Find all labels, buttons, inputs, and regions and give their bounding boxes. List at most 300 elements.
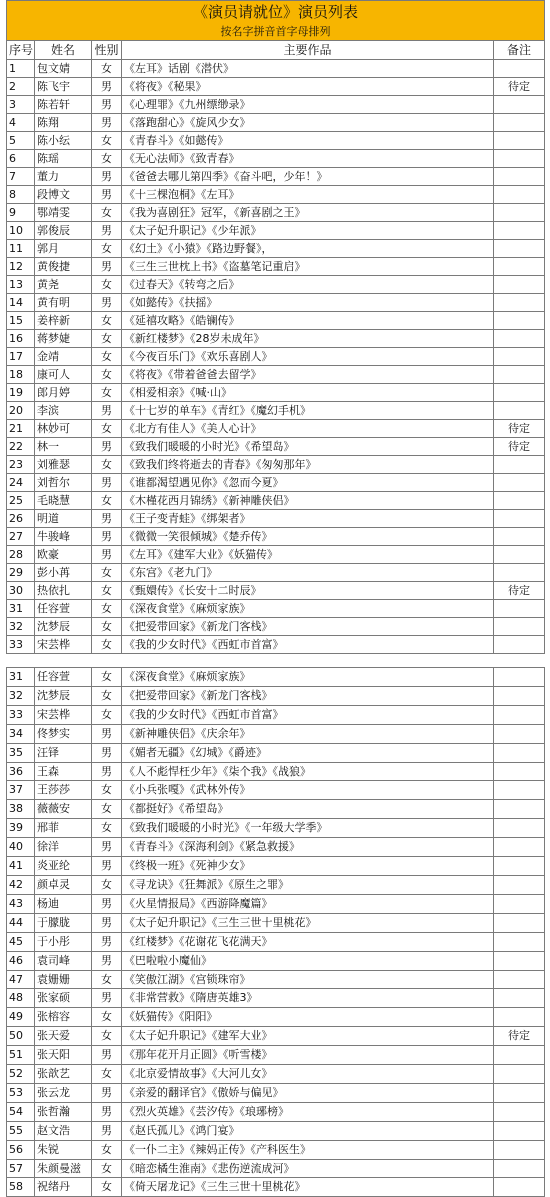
actor-name: 邢菲 — [35, 819, 92, 838]
actor-works: 《亲爱的翻译官》《傲娇与偏见》 — [122, 1083, 494, 1102]
actor-works: 《那年花开月正圆》《听雪楼》 — [122, 1046, 494, 1065]
section-gap — [6, 654, 544, 667]
actor-works: 《爸爸去哪儿第四季》《奋斗吧，少年！》 — [122, 168, 494, 186]
actor-name: 刘雅瑟 — [35, 456, 92, 474]
actor-note — [494, 838, 545, 857]
row-index: 11 — [7, 240, 35, 258]
actor-gender: 女 — [92, 800, 122, 819]
actor-note — [494, 258, 545, 276]
actor-name: 黄俊捷 — [35, 258, 92, 276]
actor-name: 彭小苒 — [35, 564, 92, 582]
actor-gender: 男 — [92, 222, 122, 240]
actor-works: 《一仆二主》《辣妈正传》《产科医生》 — [122, 1140, 494, 1159]
row-index: 55 — [7, 1121, 35, 1140]
actor-note — [494, 312, 545, 330]
row-index: 24 — [7, 474, 35, 492]
actor-gender: 男 — [92, 258, 122, 276]
actor-name: 宋芸桦 — [35, 705, 92, 724]
actor-note — [494, 222, 545, 240]
row-index: 9 — [7, 204, 35, 222]
table-row — [7, 932, 545, 951]
actor-works: 《致我们终将逝去的青春》《匆匆那年》 — [122, 456, 494, 474]
row-index: 39 — [7, 819, 35, 838]
actor-works: 《东宫》《老九门》 — [122, 564, 494, 582]
actor-works: 《谁都渴望遇见你》《忽而今夏》 — [122, 474, 494, 492]
row-index: 15 — [7, 312, 35, 330]
actor-gender: 男 — [92, 989, 122, 1008]
actor-works: 《青春斗》《深海利剑》《紧急救援》 — [122, 838, 494, 857]
actor-works: 《我的少女时代》《西虹市首富》 — [122, 636, 494, 654]
actor-works: 《甄嬛传》《长安十二时辰》 — [122, 582, 494, 600]
actor-note — [494, 546, 545, 564]
actor-note — [494, 474, 545, 492]
row-index: 51 — [7, 1046, 35, 1065]
actor-gender: 男 — [92, 510, 122, 528]
table-row — [7, 600, 545, 618]
actor-name: 佟梦实 — [35, 724, 92, 743]
table-row — [7, 204, 545, 222]
actor-gender: 女 — [92, 60, 122, 78]
actor-note — [494, 240, 545, 258]
actor-gender: 女 — [92, 970, 122, 989]
row-index: 20 — [7, 402, 35, 420]
actor-gender: 女 — [92, 330, 122, 348]
table-row — [7, 402, 545, 420]
actor-works: 《微微一笑很倾城》《楚乔传》 — [122, 528, 494, 546]
actor-works: 《我的少女时代》《西虹市首富》 — [122, 705, 494, 724]
actor-note — [494, 1065, 545, 1084]
actor-name: 董力 — [35, 168, 92, 186]
actor-gender: 女 — [92, 875, 122, 894]
row-index: 40 — [7, 838, 35, 857]
table-row — [7, 510, 545, 528]
actor-name: 康可人 — [35, 366, 92, 384]
actor-works: 《今夜百乐门》《欢乐喜剧人》 — [122, 348, 494, 366]
row-index: 3 — [7, 96, 35, 114]
actor-gender: 女 — [92, 564, 122, 582]
actor-name: 朱锐 — [35, 1140, 92, 1159]
actor-name: 宋芸桦 — [35, 636, 92, 654]
row-index: 32 — [7, 686, 35, 705]
table-row — [7, 564, 545, 582]
actor-works: 《赵氏孤儿》《鸿门宴》 — [122, 1121, 494, 1140]
header-note: 备注 — [494, 41, 545, 60]
table-row — [7, 894, 545, 913]
row-index: 38 — [7, 800, 35, 819]
table-row — [7, 384, 545, 402]
row-index: 12 — [7, 258, 35, 276]
actor-note — [494, 618, 545, 636]
actor-note — [494, 456, 545, 474]
header-name: 姓名 — [35, 41, 92, 60]
actor-gender: 女 — [92, 1027, 122, 1046]
actor-works: 《青春斗》《如懿传》 — [122, 132, 494, 150]
sheet-subtitle: 按名字拼音首字母排列 — [7, 23, 545, 41]
actor-name: 张家硕 — [35, 989, 92, 1008]
row-index: 45 — [7, 932, 35, 951]
table-row — [7, 294, 545, 312]
actor-works: 《致我们暖暖的小时光》《一年级大学季》 — [122, 819, 494, 838]
actor-name: 鄂靖雯 — [35, 204, 92, 222]
actor-note — [494, 168, 545, 186]
actor-note — [494, 857, 545, 876]
actor-name: 杨迪 — [35, 894, 92, 913]
actor-note — [494, 668, 545, 687]
actor-note — [494, 800, 545, 819]
actor-gender: 女 — [92, 705, 122, 724]
actor-note — [494, 186, 545, 204]
row-index: 54 — [7, 1102, 35, 1121]
actor-gender: 女 — [92, 618, 122, 636]
row-index: 32 — [7, 618, 35, 636]
row-index: 50 — [7, 1027, 35, 1046]
table-row — [7, 838, 545, 857]
actor-gender: 女 — [92, 582, 122, 600]
table-row — [7, 132, 545, 150]
table-row — [7, 1178, 545, 1197]
table-row — [7, 60, 545, 78]
row-index: 22 — [7, 438, 35, 456]
sheet-title: 《演员请就位》演员列表 — [7, 1, 545, 24]
actor-works: 《媚者无疆》《幻城》《爵迹》 — [122, 743, 494, 762]
actor-works: 《十三棵泡桐》《左耳》 — [122, 186, 494, 204]
table-row — [7, 528, 545, 546]
table-row — [7, 276, 545, 294]
actor-works: 《寻龙诀》《狂舞派》《原生之罪》 — [122, 875, 494, 894]
actor-works: 《心理罪》《九州缥缈录》 — [122, 96, 494, 114]
actor-gender: 男 — [92, 528, 122, 546]
actor-gender: 男 — [92, 294, 122, 312]
table-row — [7, 456, 545, 474]
actor-gender: 男 — [92, 1046, 122, 1065]
row-index: 33 — [7, 705, 35, 724]
row-index: 14 — [7, 294, 35, 312]
actor-gender: 男 — [92, 474, 122, 492]
actor-note — [494, 492, 545, 510]
actor-table-continued — [6, 667, 545, 1197]
table-row — [7, 705, 545, 724]
actor-works: 《把爱带回家》《新龙门客栈》 — [122, 686, 494, 705]
actor-works: 《致我们暖暖的小时光》《希望岛》 — [122, 438, 494, 456]
row-index: 52 — [7, 1065, 35, 1084]
table-row — [7, 420, 545, 438]
actor-name: 祝绪丹 — [35, 1178, 92, 1197]
actor-name: 郭月 — [35, 240, 92, 258]
row-index: 41 — [7, 857, 35, 876]
actor-name: 徐洋 — [35, 838, 92, 857]
actor-note — [494, 1008, 545, 1027]
table-row — [7, 970, 545, 989]
actor-name: 于小彤 — [35, 932, 92, 951]
actor-gender: 女 — [92, 1140, 122, 1159]
table-row — [7, 1159, 545, 1178]
actor-name: 薇薇安 — [35, 800, 92, 819]
actor-gender: 男 — [92, 932, 122, 951]
table-row — [7, 1121, 545, 1140]
actor-works: 《终极一班》《死神少女》 — [122, 857, 494, 876]
table-body-part2 — [7, 668, 545, 1197]
row-index: 56 — [7, 1140, 35, 1159]
table-row — [7, 1083, 545, 1102]
table-row — [7, 168, 545, 186]
actor-name: 金靖 — [35, 348, 92, 366]
actor-works: 《延禧攻略》《皓镧传》 — [122, 312, 494, 330]
actor-name: 陈若轩 — [35, 96, 92, 114]
actor-name: 郭俊辰 — [35, 222, 92, 240]
actor-note — [494, 600, 545, 618]
actor-note — [494, 402, 545, 420]
actor-gender: 女 — [92, 819, 122, 838]
actor-gender: 女 — [92, 636, 122, 654]
actor-note: 待定 — [494, 78, 545, 96]
actor-works: 《过春天》《转弯之后》 — [122, 276, 494, 294]
table-row — [7, 762, 545, 781]
actor-name: 姜梓新 — [35, 312, 92, 330]
actor-gender: 男 — [92, 1083, 122, 1102]
actor-name: 郎月婷 — [35, 384, 92, 402]
row-index: 34 — [7, 724, 35, 743]
actor-note — [494, 1178, 545, 1197]
actor-gender: 女 — [92, 1159, 122, 1178]
actor-name: 王森 — [35, 762, 92, 781]
actor-gender: 女 — [92, 384, 122, 402]
table-row — [7, 857, 545, 876]
actor-works: 《三生三世枕上书》《盗墓笔记重启》 — [122, 258, 494, 276]
actor-works: 《非常营救》《隋唐英雄3》 — [122, 989, 494, 1008]
row-index: 19 — [7, 384, 35, 402]
row-index: 13 — [7, 276, 35, 294]
actor-gender: 女 — [92, 668, 122, 687]
actor-name: 毛晓慧 — [35, 492, 92, 510]
table-row — [7, 819, 545, 838]
row-index: 4 — [7, 114, 35, 132]
table-row — [7, 438, 545, 456]
actor-works: 《烈火英雄》《芸汐传》《琅琊榜》 — [122, 1102, 494, 1121]
actor-gender: 男 — [92, 186, 122, 204]
row-index: 36 — [7, 762, 35, 781]
actor-note — [494, 970, 545, 989]
actor-works: 《十七岁的单车》《青红》《魔幻手机》 — [122, 402, 494, 420]
table-row — [7, 186, 545, 204]
actor-gender: 男 — [92, 1121, 122, 1140]
row-index: 26 — [7, 510, 35, 528]
row-index: 37 — [7, 781, 35, 800]
actor-works: 《巴啦啦小魔仙》 — [122, 951, 494, 970]
actor-works: 《太子妃升职记》《少年派》 — [122, 222, 494, 240]
actor-note — [494, 60, 545, 78]
row-index: 10 — [7, 222, 35, 240]
row-index: 16 — [7, 330, 35, 348]
table-row — [7, 150, 545, 168]
row-index: 57 — [7, 1159, 35, 1178]
table-body-part1 — [7, 60, 545, 654]
table-row — [7, 989, 545, 1008]
table-row — [7, 348, 545, 366]
actor-note — [494, 724, 545, 743]
actor-note: 待定 — [494, 582, 545, 600]
row-index: 49 — [7, 1008, 35, 1027]
row-index: 33 — [7, 636, 35, 654]
header-works: 主要作品 — [122, 41, 494, 60]
actor-gender: 男 — [92, 762, 122, 781]
row-index: 43 — [7, 894, 35, 913]
header-index: 序号 — [7, 41, 35, 60]
actor-note — [494, 528, 545, 546]
actor-gender: 女 — [92, 456, 122, 474]
row-index: 7 — [7, 168, 35, 186]
actor-name: 张天爱 — [35, 1027, 92, 1046]
table-row — [7, 1046, 545, 1065]
actor-name: 张天阳 — [35, 1046, 92, 1065]
actor-works: 《北方有佳人》《美人心计》 — [122, 420, 494, 438]
row-index: 31 — [7, 600, 35, 618]
actor-gender: 女 — [92, 1008, 122, 1027]
table-row — [7, 1102, 545, 1121]
actor-name: 包文婧 — [35, 60, 92, 78]
actor-gender: 男 — [92, 78, 122, 96]
actor-gender: 男 — [92, 1102, 122, 1121]
actor-gender: 男 — [92, 438, 122, 456]
table-row — [7, 240, 545, 258]
actor-name: 欧豪 — [35, 546, 92, 564]
actor-name: 黄尧 — [35, 276, 92, 294]
table-row — [7, 474, 545, 492]
actor-note — [494, 114, 545, 132]
row-index: 53 — [7, 1083, 35, 1102]
table-row — [7, 875, 545, 894]
table-row — [7, 781, 545, 800]
table-row — [7, 618, 545, 636]
table-row — [7, 686, 545, 705]
actor-note — [494, 1046, 545, 1065]
actor-works: 《相爱相亲》《喊·山》 — [122, 384, 494, 402]
table-row — [7, 1065, 545, 1084]
actor-note — [494, 132, 545, 150]
actor-gender: 男 — [92, 838, 122, 857]
row-index: 17 — [7, 348, 35, 366]
row-index: 5 — [7, 132, 35, 150]
actor-gender: 男 — [92, 951, 122, 970]
actor-name: 袁姗姗 — [35, 970, 92, 989]
actor-gender: 女 — [92, 1065, 122, 1084]
actor-note: 待定 — [494, 1027, 545, 1046]
actor-name: 颜卓灵 — [35, 875, 92, 894]
row-index: 6 — [7, 150, 35, 168]
row-index: 29 — [7, 564, 35, 582]
actor-note — [494, 1083, 545, 1102]
table-row — [7, 492, 545, 510]
row-index: 35 — [7, 743, 35, 762]
actor-gender: 女 — [92, 312, 122, 330]
actor-note — [494, 636, 545, 654]
actor-gender: 男 — [92, 913, 122, 932]
actor-works: 《如懿传》《扶摇》 — [122, 294, 494, 312]
table-row — [7, 114, 545, 132]
actor-works: 《红楼梦》《花谢花飞花满天》 — [122, 932, 494, 951]
actor-name: 林一 — [35, 438, 92, 456]
table-row — [7, 312, 545, 330]
actor-note — [494, 932, 545, 951]
row-index: 21 — [7, 420, 35, 438]
actor-gender: 女 — [92, 366, 122, 384]
row-index: 42 — [7, 875, 35, 894]
actor-name: 蒋梦婕 — [35, 330, 92, 348]
actor-list-sheet — [6, 0, 544, 1197]
actor-works: 《都挺好》《希望岛》 — [122, 800, 494, 819]
table-row — [7, 258, 545, 276]
actor-gender: 男 — [92, 894, 122, 913]
actor-works: 《深夜食堂》《麻烦家族》 — [122, 668, 494, 687]
row-index: 25 — [7, 492, 35, 510]
actor-note — [494, 348, 545, 366]
actor-gender: 女 — [92, 240, 122, 258]
actor-works: 《王子变青蛙》《绑架者》 — [122, 510, 494, 528]
table-row — [7, 668, 545, 687]
table-row — [7, 78, 545, 96]
actor-gender: 男 — [92, 168, 122, 186]
actor-name: 陈翔 — [35, 114, 92, 132]
actor-note — [494, 1121, 545, 1140]
actor-note — [494, 819, 545, 838]
actor-works: 《太子妃升职记》《建军大业》 — [122, 1027, 494, 1046]
table-row — [7, 800, 545, 819]
actor-works: 《人不彪悍枉少年》《柒个我》《战狼》 — [122, 762, 494, 781]
actor-works: 《无心法师》《致青春》 — [122, 150, 494, 168]
actor-note — [494, 705, 545, 724]
actor-works: 《新神雕侠侣》《庆余年》 — [122, 724, 494, 743]
actor-works: 《妖猫传》《阳阳》 — [122, 1008, 494, 1027]
actor-note — [494, 989, 545, 1008]
actor-note — [494, 1140, 545, 1159]
actor-name: 张云龙 — [35, 1083, 92, 1102]
header-row — [7, 41, 545, 60]
actor-works: 《笑傲江湖》《宫锁珠帘》 — [122, 970, 494, 989]
actor-name: 陈飞宇 — [35, 78, 92, 96]
actor-works: 《深夜食堂》《麻烦家族》 — [122, 600, 494, 618]
actor-gender: 女 — [92, 420, 122, 438]
actor-name: 赵文浩 — [35, 1121, 92, 1140]
title-row — [7, 1, 545, 24]
actor-works: 《倚天屠龙记》《三生三世十里桃花》 — [122, 1178, 494, 1197]
actor-note — [494, 1102, 545, 1121]
actor-works: 《新红楼梦》《28岁未成年》 — [122, 330, 494, 348]
row-index: 23 — [7, 456, 35, 474]
actor-name: 段博文 — [35, 186, 92, 204]
actor-name: 王莎莎 — [35, 781, 92, 800]
actor-note — [494, 743, 545, 762]
actor-name: 张歆艺 — [35, 1065, 92, 1084]
actor-note — [494, 276, 545, 294]
actor-gender: 女 — [92, 348, 122, 366]
actor-note — [494, 96, 545, 114]
actor-name: 任容萱 — [35, 600, 92, 618]
table-row — [7, 743, 545, 762]
row-index: 31 — [7, 668, 35, 687]
actor-gender: 女 — [92, 132, 122, 150]
actor-gender: 男 — [92, 857, 122, 876]
actor-works: 《左耳》话剧《潜伏》 — [122, 60, 494, 78]
actor-works: 《小兵张嘎》《武林外传》 — [122, 781, 494, 800]
actor-works: 《将夜》《带着爸爸去留学》 — [122, 366, 494, 384]
row-index: 48 — [7, 989, 35, 1008]
actor-note — [494, 204, 545, 222]
row-index: 46 — [7, 951, 35, 970]
actor-name: 沈梦辰 — [35, 618, 92, 636]
table-row — [7, 1140, 545, 1159]
actor-gender: 女 — [92, 781, 122, 800]
actor-name: 汪铎 — [35, 743, 92, 762]
row-index: 47 — [7, 970, 35, 989]
